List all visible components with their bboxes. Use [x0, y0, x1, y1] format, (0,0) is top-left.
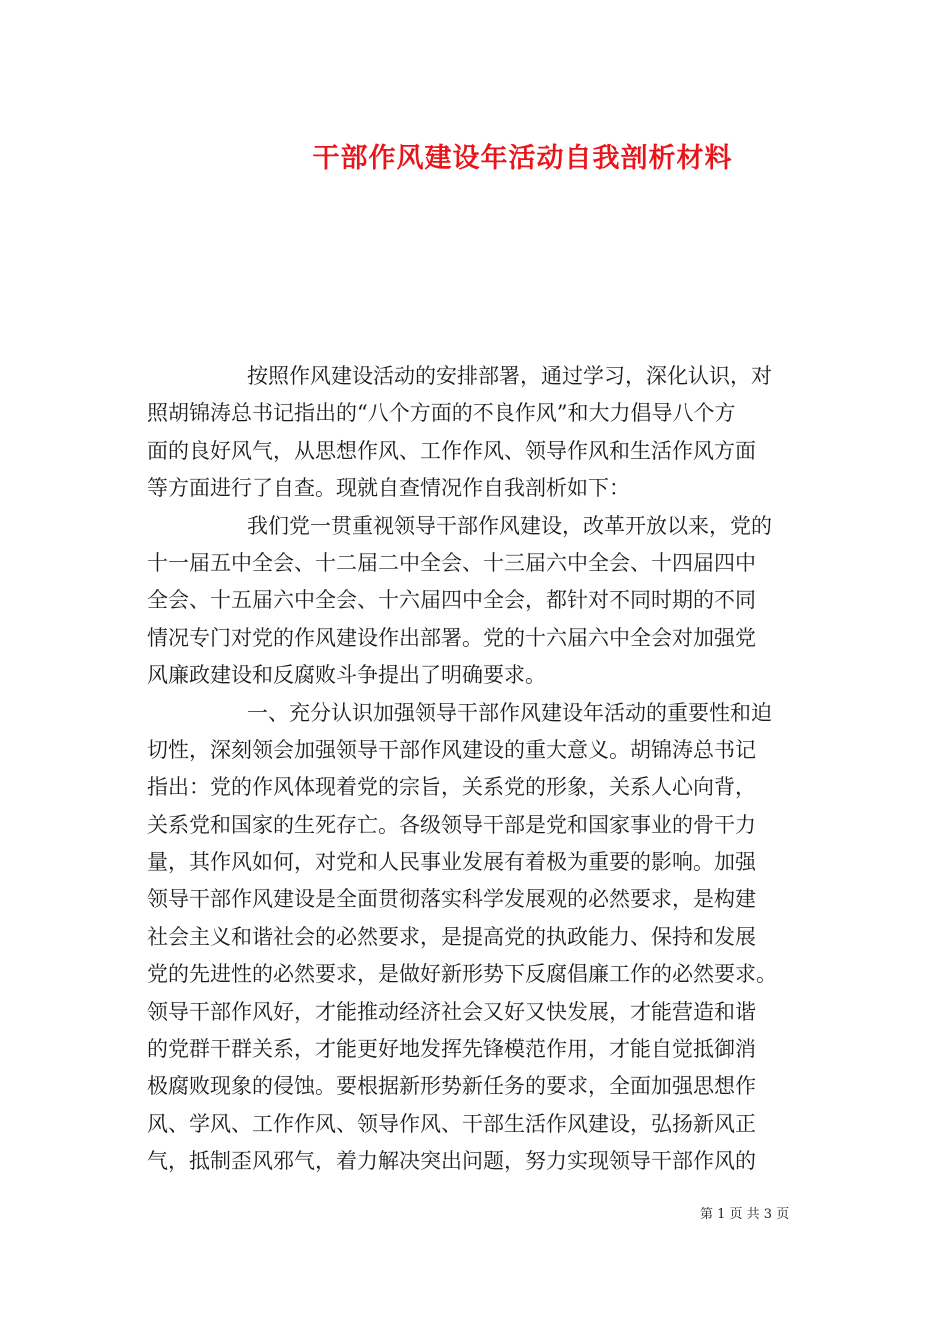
document-title: 干部作风建设年活动自我剖析材料 [312, 143, 733, 174]
document-body [147, 358, 807, 1181]
body-line: 指出：党的作风体现着党的宗旨，关系党的形象，关系人心向背， [147, 775, 756, 800]
body-line: 十一届五中全会、十二届二中全会、十三届六中全会、十四届四中 [147, 550, 756, 575]
body-line: 风廉政建设和反腐败斗争提出了明确要求。 [147, 663, 546, 688]
body-line: 党的先进性的必然要求，是做好新形势下反腐倡廉工作的必然要求。 [147, 962, 777, 987]
body-line: 切性，深刻领会加强领导干部作风建设的重大意义。胡锦涛总书记 [147, 737, 756, 762]
body-line: 量，其作风如何，对党和人民事业发展有着极为重要的影响。加强 [147, 850, 756, 875]
body-line: 社会主义和谐社会的必然要求，是提高党的执政能力、保持和发展 [147, 924, 756, 949]
body-line: 气，抵制歪风邪气，着力解决突出问题，努力实现领导干部作风的 [147, 1149, 756, 1174]
body-line: 风、学风、工作作风、领导作风、干部生活作风建设，弘扬新风正 [147, 1111, 756, 1136]
body-line: 领导干部作风好，才能推动经济社会又好又快发展，才能营造和谐 [147, 999, 756, 1024]
body-line: 情况专门对党的作风建设作出部署。党的十六届六中全会对加强党 [147, 625, 756, 650]
body-line: 领导干部作风建设是全面贯彻落实科学发展观的必然要求，是构建 [147, 887, 756, 912]
body-line: 极腐败现象的侵蚀。要根据新形势新任务的要求，全面加强思想作 [147, 1074, 756, 1099]
body-line: 关系党和国家的生死存亡。各级领导干部是党和国家事业的骨干力 [147, 812, 756, 837]
body-line: 照胡锦涛总书记指出的“八个方面的不良作风”和大力倡导八个方 [147, 401, 736, 426]
body-line: 我们党一贯重视领导干部作风建设，改革开放以来，党的 [247, 513, 772, 538]
page-number: 第 1 页 共 3 页 [700, 1207, 790, 1222]
body-line: 全会、十五届六中全会、十六届四中全会，都针对不同时期的不同 [147, 588, 756, 613]
body-line: 的党群干群关系，才能更好地发挥先锋模范作用，才能自觉抵御消 [147, 1037, 756, 1062]
body-line: 一、充分认识加强领导干部作风建设年活动的重要性和迫 [247, 700, 772, 725]
body-line: 按照作风建设活动的安排部署，通过学习，深化认识，对 [247, 364, 772, 388]
body-line: 等方面进行了自查。现就自查情况作自我剖析如下： [147, 476, 630, 501]
body-line: 面的良好风气，从思想作风、工作作风、领导作风和生活作风方面 [147, 438, 756, 463]
